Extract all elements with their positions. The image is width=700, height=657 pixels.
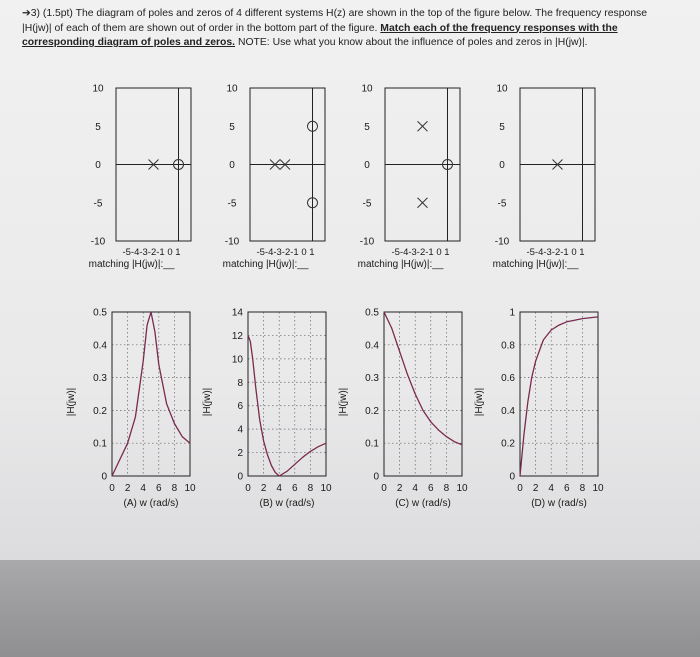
y-tick-label: 0.2 bbox=[365, 405, 379, 417]
y-tick-label: -5 bbox=[93, 198, 103, 210]
y-tick-label: 10 bbox=[361, 83, 373, 95]
x-tick-label: 10 bbox=[592, 483, 604, 494]
y-tick-label: 4 bbox=[237, 424, 243, 436]
y-tick-label: 0 bbox=[499, 160, 505, 171]
y-tick-label: 0.3 bbox=[93, 373, 107, 385]
x-axis-label: (B) w (rad/s) bbox=[259, 498, 315, 509]
x-tick-labels: -5-4-3-2-1 0 1 bbox=[122, 247, 181, 258]
x-axis-label: (A) w (rad/s) bbox=[123, 498, 179, 509]
y-tick-label: -10 bbox=[224, 236, 240, 248]
y-tick-label: 14 bbox=[231, 307, 243, 319]
response-curve bbox=[520, 317, 598, 476]
y-tick-label: 0 bbox=[237, 471, 243, 483]
y-tick-label: 8 bbox=[237, 377, 243, 389]
x-tick-label: 2 bbox=[260, 483, 267, 494]
x-tick-label: 2 bbox=[396, 483, 403, 494]
x-tick-label: 4 bbox=[548, 483, 554, 494]
frequency-response-plot-1 bbox=[66, 308, 196, 510]
x-tick-label: 0 bbox=[517, 483, 523, 494]
y-tick-label: 0.4 bbox=[93, 340, 107, 352]
matching-caption: matching |H(jw)|:__ bbox=[88, 259, 175, 270]
pole-zero-plot-1 bbox=[89, 84, 191, 271]
y-tick-label: -10 bbox=[494, 236, 510, 248]
x-tick-labels: -5-4-3-2-1 0 1 bbox=[526, 247, 585, 258]
y-tick-label: 0.1 bbox=[365, 438, 379, 450]
x-tick-label: 8 bbox=[307, 483, 314, 494]
question-note: NOTE: Use what you know about the influence of poles and zeros in |H(jw)|. bbox=[237, 37, 588, 48]
pole-zero-plot-2 bbox=[223, 84, 325, 271]
x-tick-label: 6 bbox=[156, 483, 162, 494]
x-tick-label: 4 bbox=[276, 483, 282, 494]
frequency-response-plot-3 bbox=[338, 308, 468, 510]
question-number: 3) bbox=[30, 8, 40, 19]
frequency-response-plot-4 bbox=[474, 308, 604, 510]
x-tick-label: 8 bbox=[443, 483, 450, 494]
pole-zero-plot-3 bbox=[358, 84, 460, 271]
x-tick-labels: -5-4-3-2-1 0 1 bbox=[391, 247, 450, 258]
question-points: (1.5pt) bbox=[42, 8, 73, 19]
y-tick-label: 5 bbox=[229, 121, 235, 133]
matching-caption: matching |H(jw)|:__ bbox=[492, 259, 579, 270]
x-tick-label: 2 bbox=[532, 483, 539, 494]
y-tick-label: 0.8 bbox=[501, 340, 515, 352]
x-tick-label: 6 bbox=[428, 483, 434, 494]
pole-marker bbox=[418, 121, 428, 131]
frequency-response-plot-2 bbox=[202, 308, 332, 510]
x-tick-label: 0 bbox=[245, 483, 251, 494]
y-tick-label: 0.6 bbox=[501, 373, 515, 385]
matching-caption: matching |H(jw)|:__ bbox=[222, 259, 309, 270]
y-tick-label: 0.5 bbox=[365, 307, 379, 319]
x-axis-label: (D) w (rad/s) bbox=[531, 498, 587, 509]
y-tick-label: 2 bbox=[237, 448, 243, 460]
pole-marker bbox=[418, 198, 428, 208]
arrow-icon: ➔ bbox=[22, 8, 31, 19]
x-tick-label: 10 bbox=[456, 483, 468, 494]
y-tick-label: 0.3 bbox=[365, 373, 379, 385]
y-axis-label: |H(jw)| bbox=[474, 387, 485, 417]
y-tick-label: 6 bbox=[237, 401, 243, 413]
y-tick-label: 0 bbox=[229, 160, 235, 171]
x-tick-label: 10 bbox=[320, 483, 332, 494]
y-axis-label: |H(jw)| bbox=[338, 387, 349, 417]
y-tick-label: 0 bbox=[101, 471, 107, 483]
y-tick-label: 0.2 bbox=[93, 405, 107, 417]
y-tick-label: 10 bbox=[496, 83, 508, 95]
page-shadow bbox=[0, 560, 700, 657]
y-tick-label: -10 bbox=[359, 236, 375, 248]
y-tick-label: 12 bbox=[231, 330, 243, 342]
y-tick-label: 0.4 bbox=[365, 340, 379, 352]
matching-caption: matching |H(jw)|:__ bbox=[357, 259, 444, 270]
y-tick-label: 10 bbox=[92, 83, 104, 95]
x-tick-label: 0 bbox=[381, 483, 387, 494]
x-tick-label: 8 bbox=[171, 483, 178, 494]
plot-frame bbox=[384, 312, 462, 476]
y-tick-label: 10 bbox=[231, 354, 243, 366]
y-tick-label: -5 bbox=[227, 198, 237, 210]
x-axis-label: (C) w (rad/s) bbox=[395, 498, 451, 509]
y-tick-label: 1 bbox=[509, 307, 515, 319]
y-tick-label: 0 bbox=[373, 471, 379, 483]
y-tick-label: 0 bbox=[95, 160, 101, 171]
plot-frame bbox=[520, 312, 598, 476]
x-tick-label: 6 bbox=[564, 483, 570, 494]
y-tick-label: -5 bbox=[362, 198, 372, 210]
y-tick-label: 0.2 bbox=[501, 438, 515, 450]
y-tick-label: 0.5 bbox=[93, 307, 107, 319]
x-tick-label: 8 bbox=[579, 483, 586, 494]
question-body: The diagram of poles and zeros of 4 different systems H(z) are shown in the top of the figure below. The frequency response |H(jw)| of each of them are shown out of order in the bottom part of the figure. bbox=[22, 8, 648, 34]
question-highlight: Match each of the frequency responses with the corresponding diagram of poles and zeros. bbox=[22, 22, 618, 48]
y-axis-label: |H(jw)| bbox=[66, 387, 77, 417]
y-tick-label: 5 bbox=[364, 121, 370, 133]
x-tick-label: 6 bbox=[292, 483, 298, 494]
response-curve bbox=[384, 312, 462, 445]
response-curve bbox=[112, 312, 190, 476]
y-axis-label: |H(jw)| bbox=[202, 387, 213, 417]
x-tick-label: 0 bbox=[109, 483, 115, 494]
y-tick-label: 5 bbox=[499, 121, 505, 133]
y-tick-label: 10 bbox=[226, 83, 238, 95]
y-tick-label: -10 bbox=[90, 236, 106, 248]
pole-zero-plot-4 bbox=[493, 84, 595, 271]
x-tick-label: 2 bbox=[124, 483, 131, 494]
y-tick-label: 5 bbox=[95, 121, 101, 133]
y-tick-label: 0.4 bbox=[501, 405, 515, 417]
y-tick-label: -5 bbox=[497, 198, 507, 210]
response-curve bbox=[248, 335, 326, 476]
plot-frame bbox=[248, 312, 326, 476]
x-tick-labels: -5-4-3-2-1 0 1 bbox=[256, 247, 315, 258]
y-tick-label: 0 bbox=[509, 471, 515, 483]
x-tick-label: 4 bbox=[140, 483, 146, 494]
x-tick-label: 4 bbox=[412, 483, 418, 494]
y-tick-label: 0.1 bbox=[93, 438, 107, 450]
y-tick-label: 0 bbox=[364, 160, 370, 171]
x-tick-label: 10 bbox=[184, 483, 196, 494]
